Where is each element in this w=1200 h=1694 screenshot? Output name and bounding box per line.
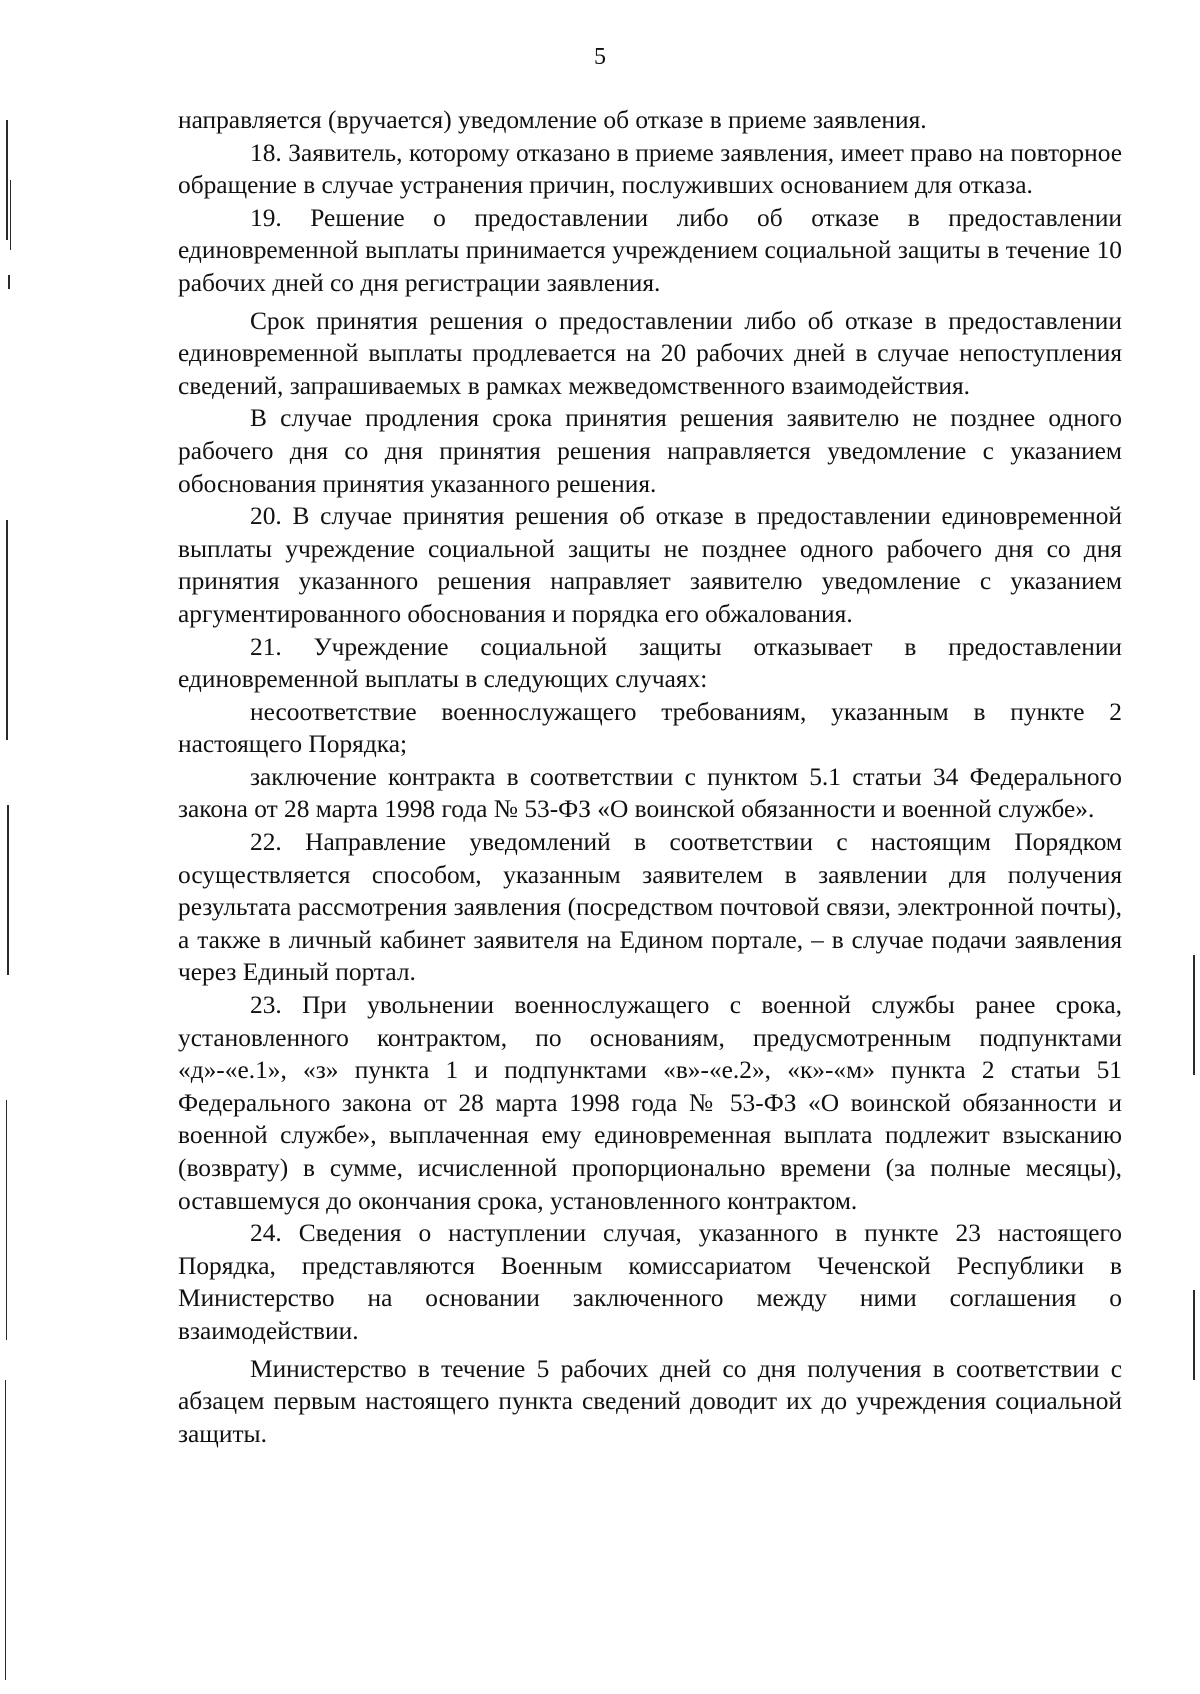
- scan-edge-mark: [1193, 1290, 1195, 1380]
- scan-edge-mark: [1193, 955, 1195, 1075]
- paragraph-21: 21. Учреждение социальной защиты отказывает в предоставлении единовременной выплаты в следующих случаях:: [178, 632, 1122, 694]
- paragraph-19: 19. Решение о предоставлении либо об отказе в предоставлении единовременной выплаты принимается учреждением социальной защиты в течение 10 рабочих дней со дня регистрации заявления.: [178, 203, 1122, 297]
- paragraph-18: 18. Заявитель, которому отказано в приеме заявления, имеет право на повторное обращение в случае устранения причин, послуживших основанием для отказа.: [178, 138, 1122, 200]
- paragraph-21-item-2: заключение контракта в соответствии с пунктом 5.1 статьи 34 Федерального закона от 28 марта 1998 года № 53-ФЗ «О воинской обязанности и военной службе».: [178, 762, 1122, 824]
- paragraph-20: 20. В случае принятия решения об отказе в предоставлении единовременной выплаты учреждение социальной защиты не позднее одного рабочего дня со дня принятия указанного решения направляет заявителю уведомление с указанием аргументированного обоснования и порядка его обжалования.: [178, 502, 1122, 628]
- paragraph-24-ministry: Министерство в течение 5 рабочих дней со дня получения в соответствии с абзацем первым настоящего пункта сведений доводит их до учреждения социальной защиты.: [178, 1354, 1122, 1448]
- page-number: 5: [594, 44, 606, 70]
- scan-edge-mark: [7, 805, 9, 975]
- scan-edge-mark: [6, 1100, 7, 1340]
- paragraph-continuation: направляется (вручается) уведомление об отказе в приеме заявления.: [178, 106, 927, 134]
- paragraph-22: 22. Направление уведомлений в соответствии с настоящим Порядком осуществляется способом, указанным заявителем в заявлении для получения результата рассмотрения заявления (посредством почтовой связи, электронной почты), а также в личный кабинет заявителя на Едином портале, – в случае подачи заявления через Единый портал.: [178, 828, 1122, 987]
- scan-edge-mark: [5, 1380, 6, 1680]
- document-body: [178, 104, 1122, 1450]
- paragraph-21-item-1: несоответствие военнослужащего требованиям, указанным в пункте 2 настоящего Порядка;: [178, 697, 1122, 759]
- paragraph-19-extension: В случае продления срока принятия решения заявителю не позднее одного рабочего дня со дня принятия решения направляется уведомление с указанием обоснования принятия указанного решения.: [178, 404, 1122, 498]
- scan-edge-mark: [8, 275, 10, 289]
- paragraph-24: 24. Сведения о наступлении случая, указанного в пункте 23 настоящего Порядка, представляются Военным комиссариатом Чеченской Республики в Министерство на основании заключенного между ними соглашения о взаимодействии.: [178, 1219, 1122, 1345]
- scan-edge-mark: [6, 120, 8, 240]
- scan-edge-mark: [10, 180, 11, 250]
- paragraph-23: 23. При увольнении военнослужащего с военной службы ранее срока, установленного контрактом, по основаниям, предусмотренным подпунктами «д»-«е.1», «з» пункта 1 и подпунктами «в»-«е.2», «к»-«м» пункта 2 статьи 51 Федерального закона от 28 марта 1998 года № 53-ФЗ «О воинской обязанности и военной службе», выплаченная ему единовременная выплата подлежит взысканию (возврату) в сумме, исчисленной пропорционально времени (за полные месяцы), оставшемуся до окончания срока, установленного контрактом.: [178, 991, 1122, 1215]
- scan-edge-mark: [6, 520, 8, 740]
- paragraph-19-deadline: Срок принятия решения о предоставлении либо об отказе в предоставлении единовременной выплаты продлевается на 20 рабочих дней в случае непоступления сведений, запрашиваемых в рамках межведомственного взаимодействия.: [178, 306, 1122, 400]
